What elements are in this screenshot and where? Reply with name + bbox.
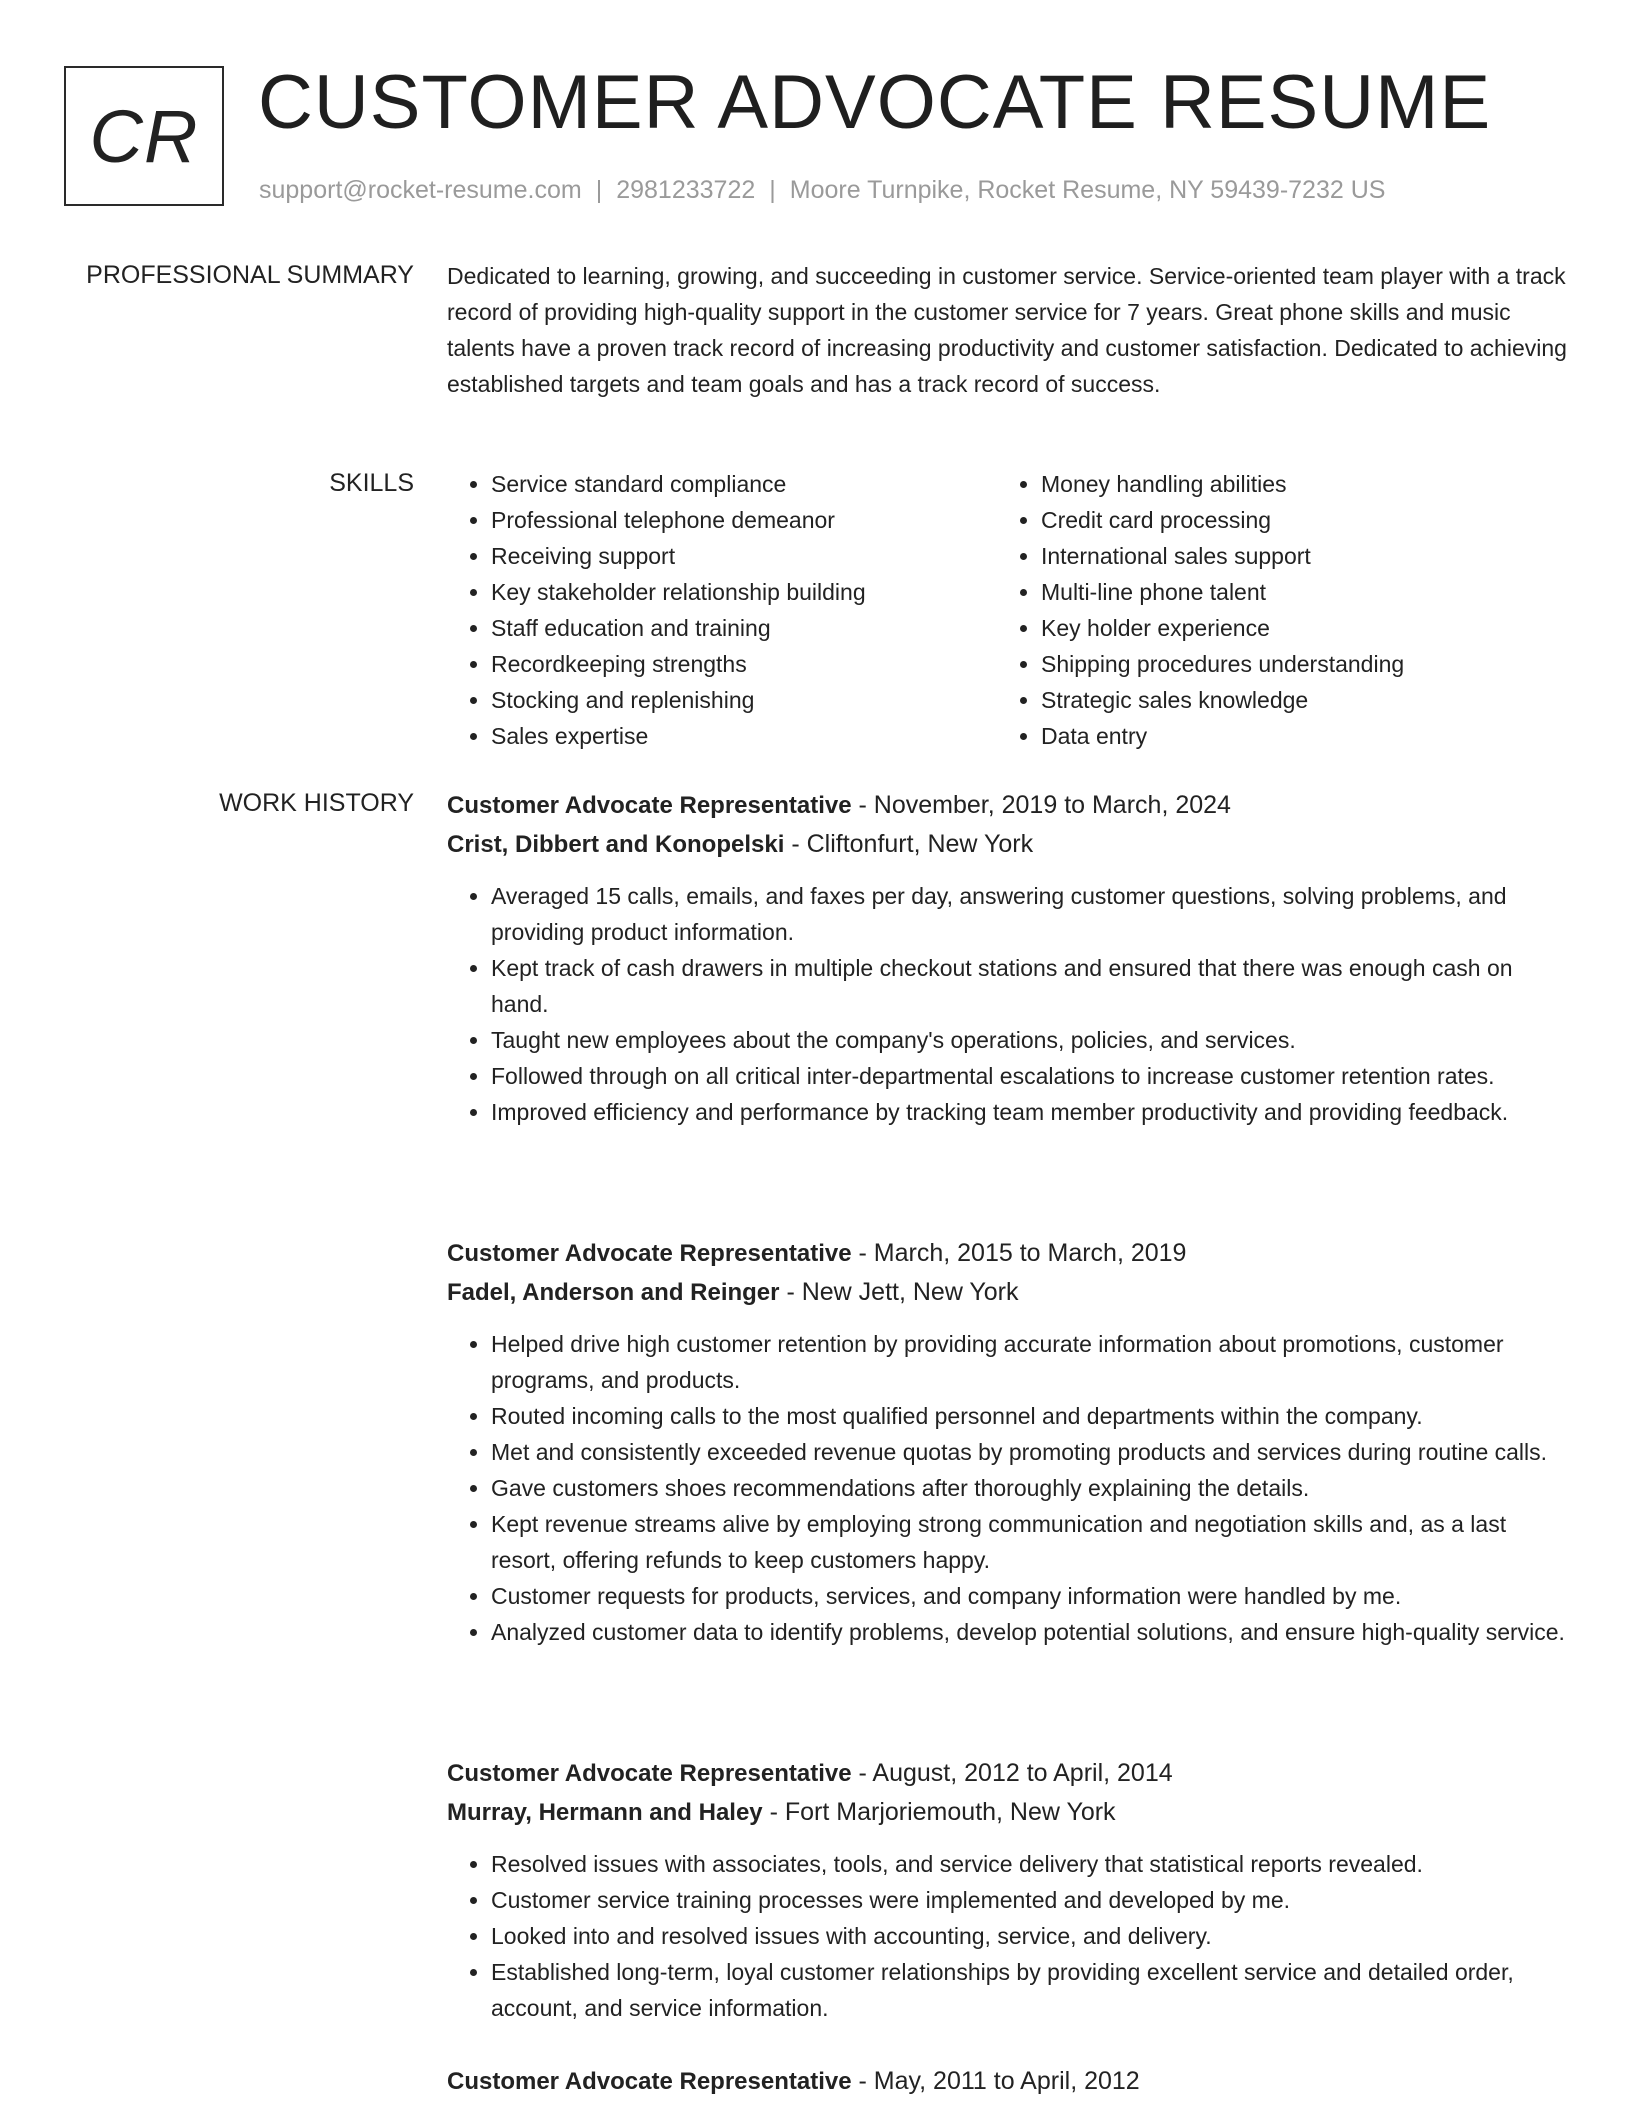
- contact-phone: 2981233722: [616, 176, 756, 204]
- summary-text: Dedicated to learning, growing, and succeeding in customer service. Service-oriented team player with a track record of providing high-quality support in the customer service for 7 years. Great phone skills and music talents have a proven track record of increasing productivity and customer satisfaction. Dedicated to achieving established targets and team goals and has a track record of success.: [447, 263, 1567, 397]
- job-dates: - March, 2015 to March, 2019: [851, 1239, 1187, 1267]
- job-title-line: [447, 786, 1567, 825]
- skill-item: • Service standard compliance: [491, 466, 997, 502]
- job-bullets: [447, 878, 1567, 1130]
- resume-title: CUSTOMER ADVOCATE RESUME: [258, 60, 1492, 145]
- job-bullet: • Analyzed customer data to identify problems, develop potential solutions, and ensure high-quality service.: [491, 1614, 1567, 1650]
- job-bullet: • Established long-term, loyal customer relationships by providing excellent service and detailed order, account, and service information.: [491, 1954, 1567, 2026]
- job-location: - Fort Marjoriemouth, New York: [762, 1798, 1116, 1826]
- job-entry: [447, 786, 1567, 1130]
- job-company-line: [447, 1273, 1567, 1312]
- job-company: Murray, Hermann and Haley: [447, 1799, 763, 1826]
- job-bullet: • Looked into and resolved issues with accounting, service, and delivery.: [491, 1918, 1567, 1954]
- skills-columns: [447, 466, 1567, 754]
- skills-list-left: [447, 466, 997, 754]
- job-role: Customer Advocate Representative: [447, 1240, 852, 1267]
- job-dates: - May, 2011 to April, 2012: [851, 2067, 1140, 2095]
- job-title-line: [447, 1754, 1567, 1793]
- job-bullet: • Customer service training processes were implemented and developed by me.: [491, 1882, 1567, 1918]
- job-role: Customer Advocate Representative: [447, 792, 852, 819]
- job-bullet: • Gave customers shoes recommendations after thoroughly explaining the details.: [491, 1470, 1567, 1506]
- skill-item: • Key stakeholder relationship building: [491, 574, 997, 610]
- skill-item: • Strategic sales knowledge: [1041, 682, 1547, 718]
- contact-separator: |: [595, 176, 603, 204]
- job-entry: [447, 2062, 1567, 2101]
- contact-address: Moore Turnpike, Rocket Resume, NY 59439-7232 US: [789, 176, 1386, 204]
- skills-list-right: [997, 466, 1547, 754]
- contact-separator: |: [769, 176, 776, 204]
- summary-body: [447, 258, 1567, 402]
- skill-item: • Data entry: [1041, 718, 1547, 754]
- job-bullet: • Averaged 15 calls, emails, and faxes per day, answering customer questions, solving problems, and providing product information.: [491, 878, 1567, 950]
- skill-item: • Multi-line phone talent: [1041, 574, 1547, 610]
- job-role: Customer Advocate Representative: [447, 1760, 852, 1787]
- job-bullet: • Improved efficiency and performance by tracking team member productivity and providing feedback.: [491, 1094, 1567, 1130]
- skill-item: • Credit card processing: [1041, 502, 1547, 538]
- skills-body: [447, 466, 1567, 754]
- job-bullets: [447, 1846, 1567, 2026]
- job-bullet: • Helped drive high customer retention by providing accurate information about promotions, customer programs, and products.: [491, 1326, 1567, 1398]
- job-bullet: • Customer requests for products, services, and company information were handled by me.: [491, 1578, 1567, 1614]
- contact-email: support@rocket-resume.com: [259, 176, 582, 204]
- skill-item: • Professional telephone demeanor: [491, 502, 997, 538]
- job-company: Fadel, Anderson and Reinger: [447, 1279, 780, 1306]
- job-location: - Cliftonfurt, New York: [784, 830, 1034, 858]
- monogram-initials: CR: [64, 66, 224, 206]
- job-entry: [447, 1234, 1567, 1650]
- skill-item: • Key holder experience: [1041, 610, 1547, 646]
- skills-label: SKILLS: [329, 469, 414, 497]
- job-dates: - November, 2019 to March, 2024: [851, 791, 1231, 819]
- job-company-line: [447, 1793, 1567, 1832]
- work-history-label: WORK HISTORY: [219, 789, 414, 817]
- job-bullet: • Met and consistently exceeded revenue quotas by promoting products and services during routine calls.: [491, 1434, 1567, 1470]
- skill-item: • Sales expertise: [491, 718, 997, 754]
- job-bullet: • Kept revenue streams alive by employing strong communication and negotiation skills and, as a last resort, offering refunds to keep customers happy.: [491, 1506, 1567, 1578]
- summary-label: PROFESSIONAL SUMMARY: [86, 261, 414, 289]
- skill-item: • Stocking and replenishing: [491, 682, 997, 718]
- job-bullet: • Routed incoming calls to the most qualified personnel and departments within the company.: [491, 1398, 1567, 1434]
- skill-item: • Recordkeeping strengths: [491, 646, 997, 682]
- skill-item: • Shipping procedures understanding: [1041, 646, 1547, 682]
- job-dates: - August, 2012 to April, 2014: [851, 1759, 1173, 1787]
- job-bullet: • Followed through on all critical inter-departmental escalations to increase customer retention rates.: [491, 1058, 1567, 1094]
- job-title-line: [447, 2062, 1567, 2101]
- skill-item: • Staff education and training: [491, 610, 997, 646]
- job-bullet: • Resolved issues with associates, tools, and service delivery that statistical reports revealed.: [491, 1846, 1567, 1882]
- contact-line: [259, 174, 1385, 206]
- skill-item: • International sales support: [1041, 538, 1547, 574]
- job-title-line: [447, 1234, 1567, 1273]
- job-bullet: • Kept track of cash drawers in multiple checkout stations and ensured that there was enough cash on hand.: [491, 950, 1567, 1022]
- job-location: - New Jett, New York: [779, 1278, 1019, 1306]
- skill-item: • Receiving support: [491, 538, 997, 574]
- skill-item: • Money handling abilities: [1041, 466, 1547, 502]
- job-bullet: • Taught new employees about the company's operations, policies, and services.: [491, 1022, 1567, 1058]
- job-company: Crist, Dibbert and Konopelski: [447, 831, 785, 858]
- job-entry: [447, 1754, 1567, 2026]
- job-company-line: [447, 825, 1567, 864]
- job-role: Customer Advocate Representative: [447, 2068, 852, 2095]
- job-bullets: [447, 1326, 1567, 1650]
